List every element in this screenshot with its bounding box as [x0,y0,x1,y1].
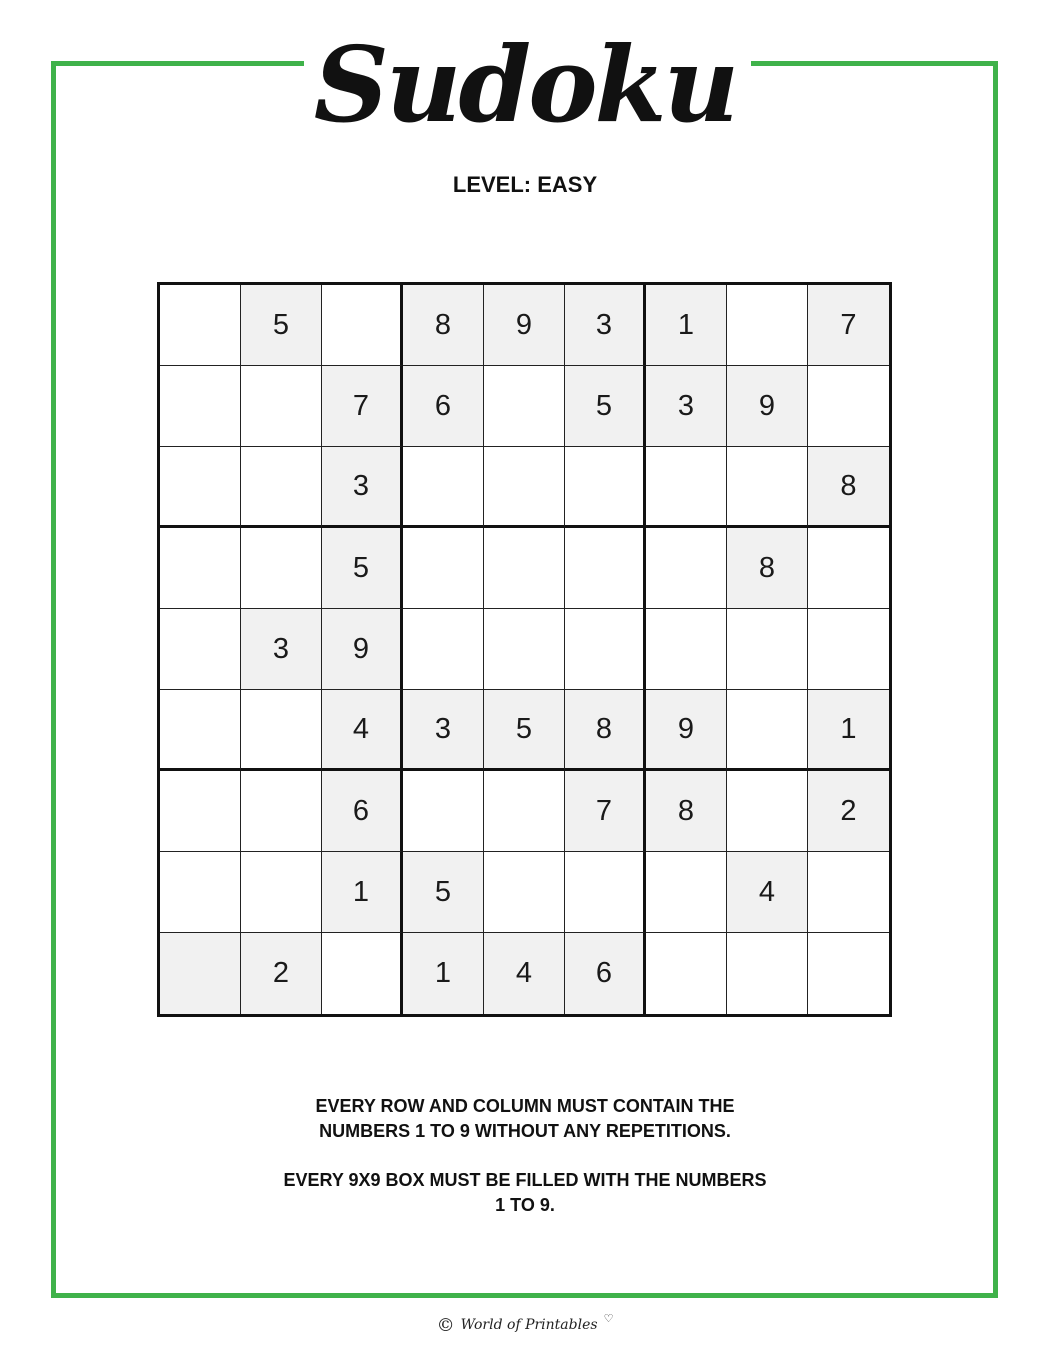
sudoku-cell-r2-c5[interactable] [484,366,565,447]
sudoku-cell-r3-c3: 3 [322,447,403,528]
sudoku-cell-r4-c8: 8 [727,528,808,609]
frame-right-line [993,61,998,1298]
sudoku-cell-r2-c1[interactable] [160,366,241,447]
sudoku-cell-r3-c4[interactable] [403,447,484,528]
sudoku-cell-r8-c9[interactable] [808,852,889,933]
sudoku-cell-r7-c7: 8 [646,771,727,852]
sudoku-cell-r3-c8[interactable] [727,447,808,528]
copyright-icon: © [436,1314,455,1336]
sudoku-cell-r6-c2[interactable] [241,690,322,771]
sudoku-cell-r6-c7: 9 [646,690,727,771]
sudoku-cell-r7-c4[interactable] [403,771,484,852]
sudoku-cell-r8-c6[interactable] [565,852,646,933]
rule-1-line-2: NUMBERS 1 TO 9 WITHOUT ANY REPETITIONS. [319,1121,731,1141]
sudoku-cell-r3-c9: 8 [808,447,889,528]
sudoku-cell-r3-c6[interactable] [565,447,646,528]
sudoku-cell-r4-c4[interactable] [403,528,484,609]
sudoku-cell-r5-c7[interactable] [646,609,727,690]
sudoku-cell-r7-c9: 2 [808,771,889,852]
rule-rows-columns [225,1094,825,1144]
sudoku-cell-r2-c9[interactable] [808,366,889,447]
sudoku-cell-r8-c2[interactable] [241,852,322,933]
sudoku-cell-r8-c5[interactable] [484,852,565,933]
sudoku-cell-r5-c5[interactable] [484,609,565,690]
sudoku-cell-r4-c1[interactable] [160,528,241,609]
sudoku-cell-r7-c5[interactable] [484,771,565,852]
sudoku-cell-r4-c3: 5 [322,528,403,609]
heart-icon: ♡ [603,1311,614,1325]
sudoku-cell-r8-c4: 5 [403,852,484,933]
rule-1-line-1: EVERY ROW AND COLUMN MUST CONTAIN THE [315,1096,735,1116]
sudoku-cell-r1-c7: 1 [646,285,727,366]
sudoku-cell-r2-c2[interactable] [241,366,322,447]
sudoku-cell-r5-c3: 9 [322,609,403,690]
sudoku-cell-r6-c8[interactable] [727,690,808,771]
rule-2-line-2: 1 TO 9. [495,1195,555,1215]
frame-left-line [51,61,56,1298]
sudoku-cell-r1-c4: 8 [403,285,484,366]
sudoku-cell-r5-c1[interactable] [160,609,241,690]
brand-name: World of Printables [460,1317,598,1333]
sudoku-cell-r1-c1[interactable] [160,285,241,366]
sudoku-cell-r7-c6: 7 [565,771,646,852]
sudoku-cell-r6-c4: 3 [403,690,484,771]
sudoku-cell-r4-c2[interactable] [241,528,322,609]
sudoku-cell-r5-c8[interactable] [727,609,808,690]
sudoku-cell-r1-c5: 9 [484,285,565,366]
sudoku-cell-r3-c7[interactable] [646,447,727,528]
sudoku-cell-r6-c5: 5 [484,690,565,771]
sudoku-cell-r4-c9[interactable] [808,528,889,609]
sudoku-cell-r5-c2: 3 [241,609,322,690]
sudoku-cell-r1-c6: 3 [565,285,646,366]
frame-top-left-line [51,61,304,66]
sudoku-cell-r9-c8[interactable] [727,933,808,1014]
sudoku-cell-r9-c5: 4 [484,933,565,1014]
sudoku-cell-r5-c9[interactable] [808,609,889,690]
sudoku-cell-r3-c5[interactable] [484,447,565,528]
sudoku-cell-r9-c1[interactable] [160,933,241,1014]
sudoku-cell-r8-c3: 1 [322,852,403,933]
sudoku-cell-r6-c6: 8 [565,690,646,771]
sudoku-cell-r6-c1[interactable] [160,690,241,771]
sudoku-cell-r9-c6: 6 [565,933,646,1014]
sudoku-cell-r5-c4[interactable] [403,609,484,690]
sudoku-cell-r8-c8: 4 [727,852,808,933]
sudoku-cell-r5-c6[interactable] [565,609,646,690]
sudoku-cell-r2-c4: 6 [403,366,484,447]
sudoku-cell-r1-c2: 5 [241,285,322,366]
sudoku-cell-r8-c7[interactable] [646,852,727,933]
sudoku-cell-r7-c3: 6 [322,771,403,852]
rule-2-line-1: EVERY 9X9 BOX MUST BE FILLED WITH THE NUMBERS [283,1170,767,1190]
sudoku-cell-r6-c9: 1 [808,690,889,771]
sudoku-cell-r2-c6: 5 [565,366,646,447]
sudoku-cell-r2-c7: 3 [646,366,727,447]
sudoku-cell-r7-c2[interactable] [241,771,322,852]
frame-bottom-line [51,1293,998,1298]
sudoku-cell-r6-c3: 4 [322,690,403,771]
sudoku-cell-r9-c4: 1 [403,933,484,1014]
sudoku-cell-r2-c8: 9 [727,366,808,447]
sudoku-cell-r7-c1[interactable] [160,771,241,852]
sudoku-cell-r9-c3[interactable] [322,933,403,1014]
sudoku-cell-r4-c7[interactable] [646,528,727,609]
sudoku-cell-r8-c1[interactable] [160,852,241,933]
sudoku-cell-r1-c3[interactable] [322,285,403,366]
frame-top-right-line [751,61,998,66]
sudoku-cell-r3-c1[interactable] [160,447,241,528]
sudoku-cell-r7-c8[interactable] [727,771,808,852]
sudoku-cell-r1-c9: 7 [808,285,889,366]
rule-boxes [225,1168,825,1218]
rules-text [225,1094,825,1218]
sudoku-cell-r9-c2: 2 [241,933,322,1014]
sudoku-cell-r3-c2[interactable] [241,447,322,528]
difficulty-level: LEVEL: EASY [452,172,598,197]
sudoku-cell-r9-c7[interactable] [646,933,727,1014]
footer-brand [425,1310,625,1340]
page-title: Sudoku [313,23,737,146]
sudoku-cell-r2-c3: 7 [322,366,403,447]
sudoku-cell-r4-c5[interactable] [484,528,565,609]
sudoku-cell-r1-c8[interactable] [727,285,808,366]
sudoku-grid [157,282,892,1017]
sudoku-cell-r9-c9[interactable] [808,933,889,1014]
sudoku-cell-r4-c6[interactable] [565,528,646,609]
